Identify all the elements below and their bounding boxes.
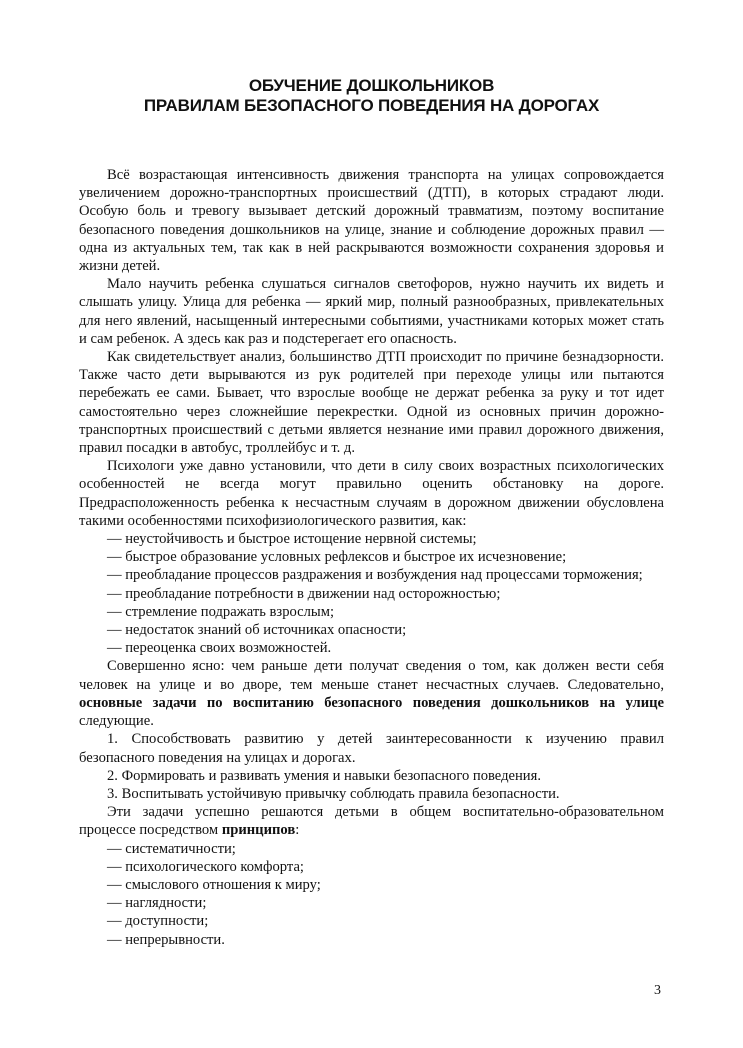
feature-item: — преобладание потребности в движении над осторожностью; [107, 585, 501, 602]
paragraph-principles-intro [79, 803, 664, 839]
title-line-1: ОБУЧЕНИЕ ДОШКОЛЬНИКОВ [248, 76, 495, 95]
principle-item: — непрерывности. [107, 931, 225, 948]
principle-item: — систематичности; [107, 840, 236, 857]
task-item: 2. Формировать и развивать умения и навыки безопасного поведения. [107, 767, 541, 784]
title-line-2: ПРАВИЛАМ БЕЗОПАСНОГО ПОВЕДЕНИЯ НА ДОРОГАХ [143, 96, 600, 115]
feature-item: — быстрое образование условных рефлексов и быстрое их исчезновение; [107, 549, 567, 566]
document-body [79, 166, 664, 949]
paragraph-psychology: Психологи уже давно установили, что дети в силу своих возрастных психологических особенностей не всегда могут правильно оценить обстановку на дороге. Предрасположенность ребенка к несчастным случаям в дорожном движении обусловлена такими особенностями психофизиологического развития, как: [79, 458, 664, 529]
tasks-intro-end: следующие. [79, 713, 154, 730]
paragraph-tasks-intro [79, 657, 664, 730]
principles-intro-bold: принципов [221, 822, 296, 839]
feature-item: — преобладание процессов раздражения и возбуждения над процессами торможения; [107, 567, 643, 584]
principle-item: — смыслового отношения к миру; [107, 876, 321, 893]
principle-item: — психологического комфорта; [107, 858, 304, 875]
task-item: 1. Способствовать развитию у детей заинтересованности к изучению правил безопасного поведения на улицах и дорогах. [79, 731, 664, 766]
paragraph-street: Мало научить ребенка слушаться сигналов светофоров, нужно научить их видеть и слышать улицу. Улица для ребенка — яркий мир, полный разнообразных, привлекательных для него явлений, насыщенный интересными событиями, участниками которых может стать и сам ребенок. А здесь как раз и подстерегает его опасность. [79, 276, 664, 347]
principles-intro-text: Эти задачи успешно решаются детьми в общем воспитательно-образовательном процессе посредством [79, 804, 664, 839]
feature-item: — переоценка своих возможностей. [107, 640, 332, 657]
page-number: 3 [654, 983, 661, 998]
feature-item: — недостаток знаний об источниках опасности; [107, 622, 407, 639]
tasks-intro-bold: основные задачи по воспитанию безопасного поведения дошкольников на улице [79, 694, 664, 711]
tasks-intro-text: Совершенно ясно: чем раньше дети получат сведения о том, как должен вести себя человек на улице и во дворе, тем меньше станет несчастных случаев. Следовательно, [79, 658, 664, 693]
document-page [79, 76, 664, 949]
task-item: 3. Воспитывать устойчивую привычку соблюдать правила безопасности. [107, 785, 560, 802]
feature-item: — неустойчивость и быстрое истощение нервной системы; [107, 531, 477, 548]
paragraph-analysis: Как свидетельствует анализ, большинство ДТП происходит по причине безнадзорности. Также часто дети вырываются из рук родителей при переходе улицы или пытаются перебежать ее сами. Бывает, что взрослые вообще не держат ребенка за руку и тот идет самостоятельно через сложнейшие перекрестки. Одной из основных причин дорожно-транспортных происшествий с детьми является незнание ими правил дорожного движения, правил посадки в автобус, троллейбус и т. д. [79, 349, 664, 457]
feature-item: — стремление подражать взрослым; [107, 603, 335, 620]
principle-item: — доступности; [107, 913, 209, 930]
principles-intro-end: : [295, 822, 300, 839]
document-title [79, 76, 664, 116]
paragraph-intro: Всё возрастающая интенсивность движения транспорта на улицах сопровождается увеличением дорожно-транспортных происшествий (ДТП), в которых страдают люди. Особую боль и тревогу вызывает детский дорожный травматизм, поэтому воспитание безопасного поведения дошкольников на улице, знание и соблюдение дорожных правил — одна из актуальных тем, так как в ней раскрываются возможности сохранения здоровья и жизни детей. [79, 167, 664, 275]
principle-item: — наглядности; [107, 895, 207, 912]
